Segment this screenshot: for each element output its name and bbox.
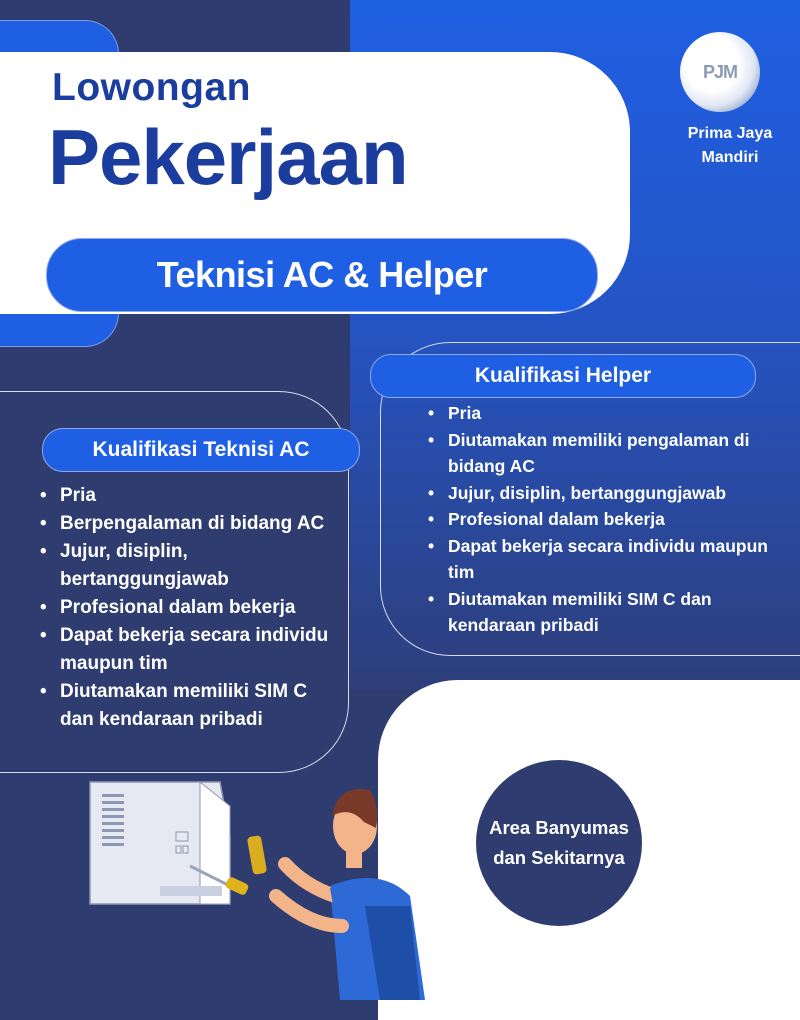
subtitle-text: Teknisi AC & Helper [156,254,488,295]
area-badge [476,760,642,926]
title-line1: Lowongan [52,66,251,109]
list-item: • Dapat bekerja secara individu maupun tim [40,622,340,678]
area-line1: Area Banyumas [489,817,629,838]
teknisi-qualifications-list [40,482,340,734]
teknisi-heading: Kualifikasi Teknisi AC [92,438,310,461]
list-item: • Berpengalaman di bidang AC [40,510,340,538]
list-item: • Jujur, disiplin, bertanggungjawab [428,480,778,507]
list-item: • Pria [40,482,340,510]
company-name [660,122,800,170]
list-item: • Profesional dalam bekerja [40,594,340,622]
teknisi-heading-pill [42,428,360,472]
company-name-line1: Prima Jaya [687,125,773,142]
area-line2: dan Sekitarnya [493,847,625,868]
helper-heading: Kualifikasi Helper [474,364,652,387]
title-line2: Pekerjaan [48,113,408,201]
company-logo [680,32,760,112]
list-item: • Diutamakan memiliki pengalaman di bidang AC [428,427,778,480]
list-item: • Jujur, disiplin, bertanggungjawab [40,538,340,594]
helper-heading-pill [370,354,756,398]
ac-unit-icon [90,782,230,904]
list-item: • Profesional dalam bekerja [428,506,778,533]
list-item: • Diutamakan memiliki SIM C dan kendaraan pribadi [40,678,340,734]
company-name-line2: Mandiri [701,149,759,166]
list-item: • Pria [428,400,778,427]
technician-repairing-ac-illustration [80,776,460,1000]
list-item: • Diutamakan memiliki SIM C dan kendaraan pribadi [428,586,778,639]
helper-qualifications-list [428,400,778,639]
list-item: • Dapat bekerja secara individu maupun tim [428,533,778,586]
logo-initials: PJM [702,61,737,82]
subtitle-pill [46,238,598,312]
